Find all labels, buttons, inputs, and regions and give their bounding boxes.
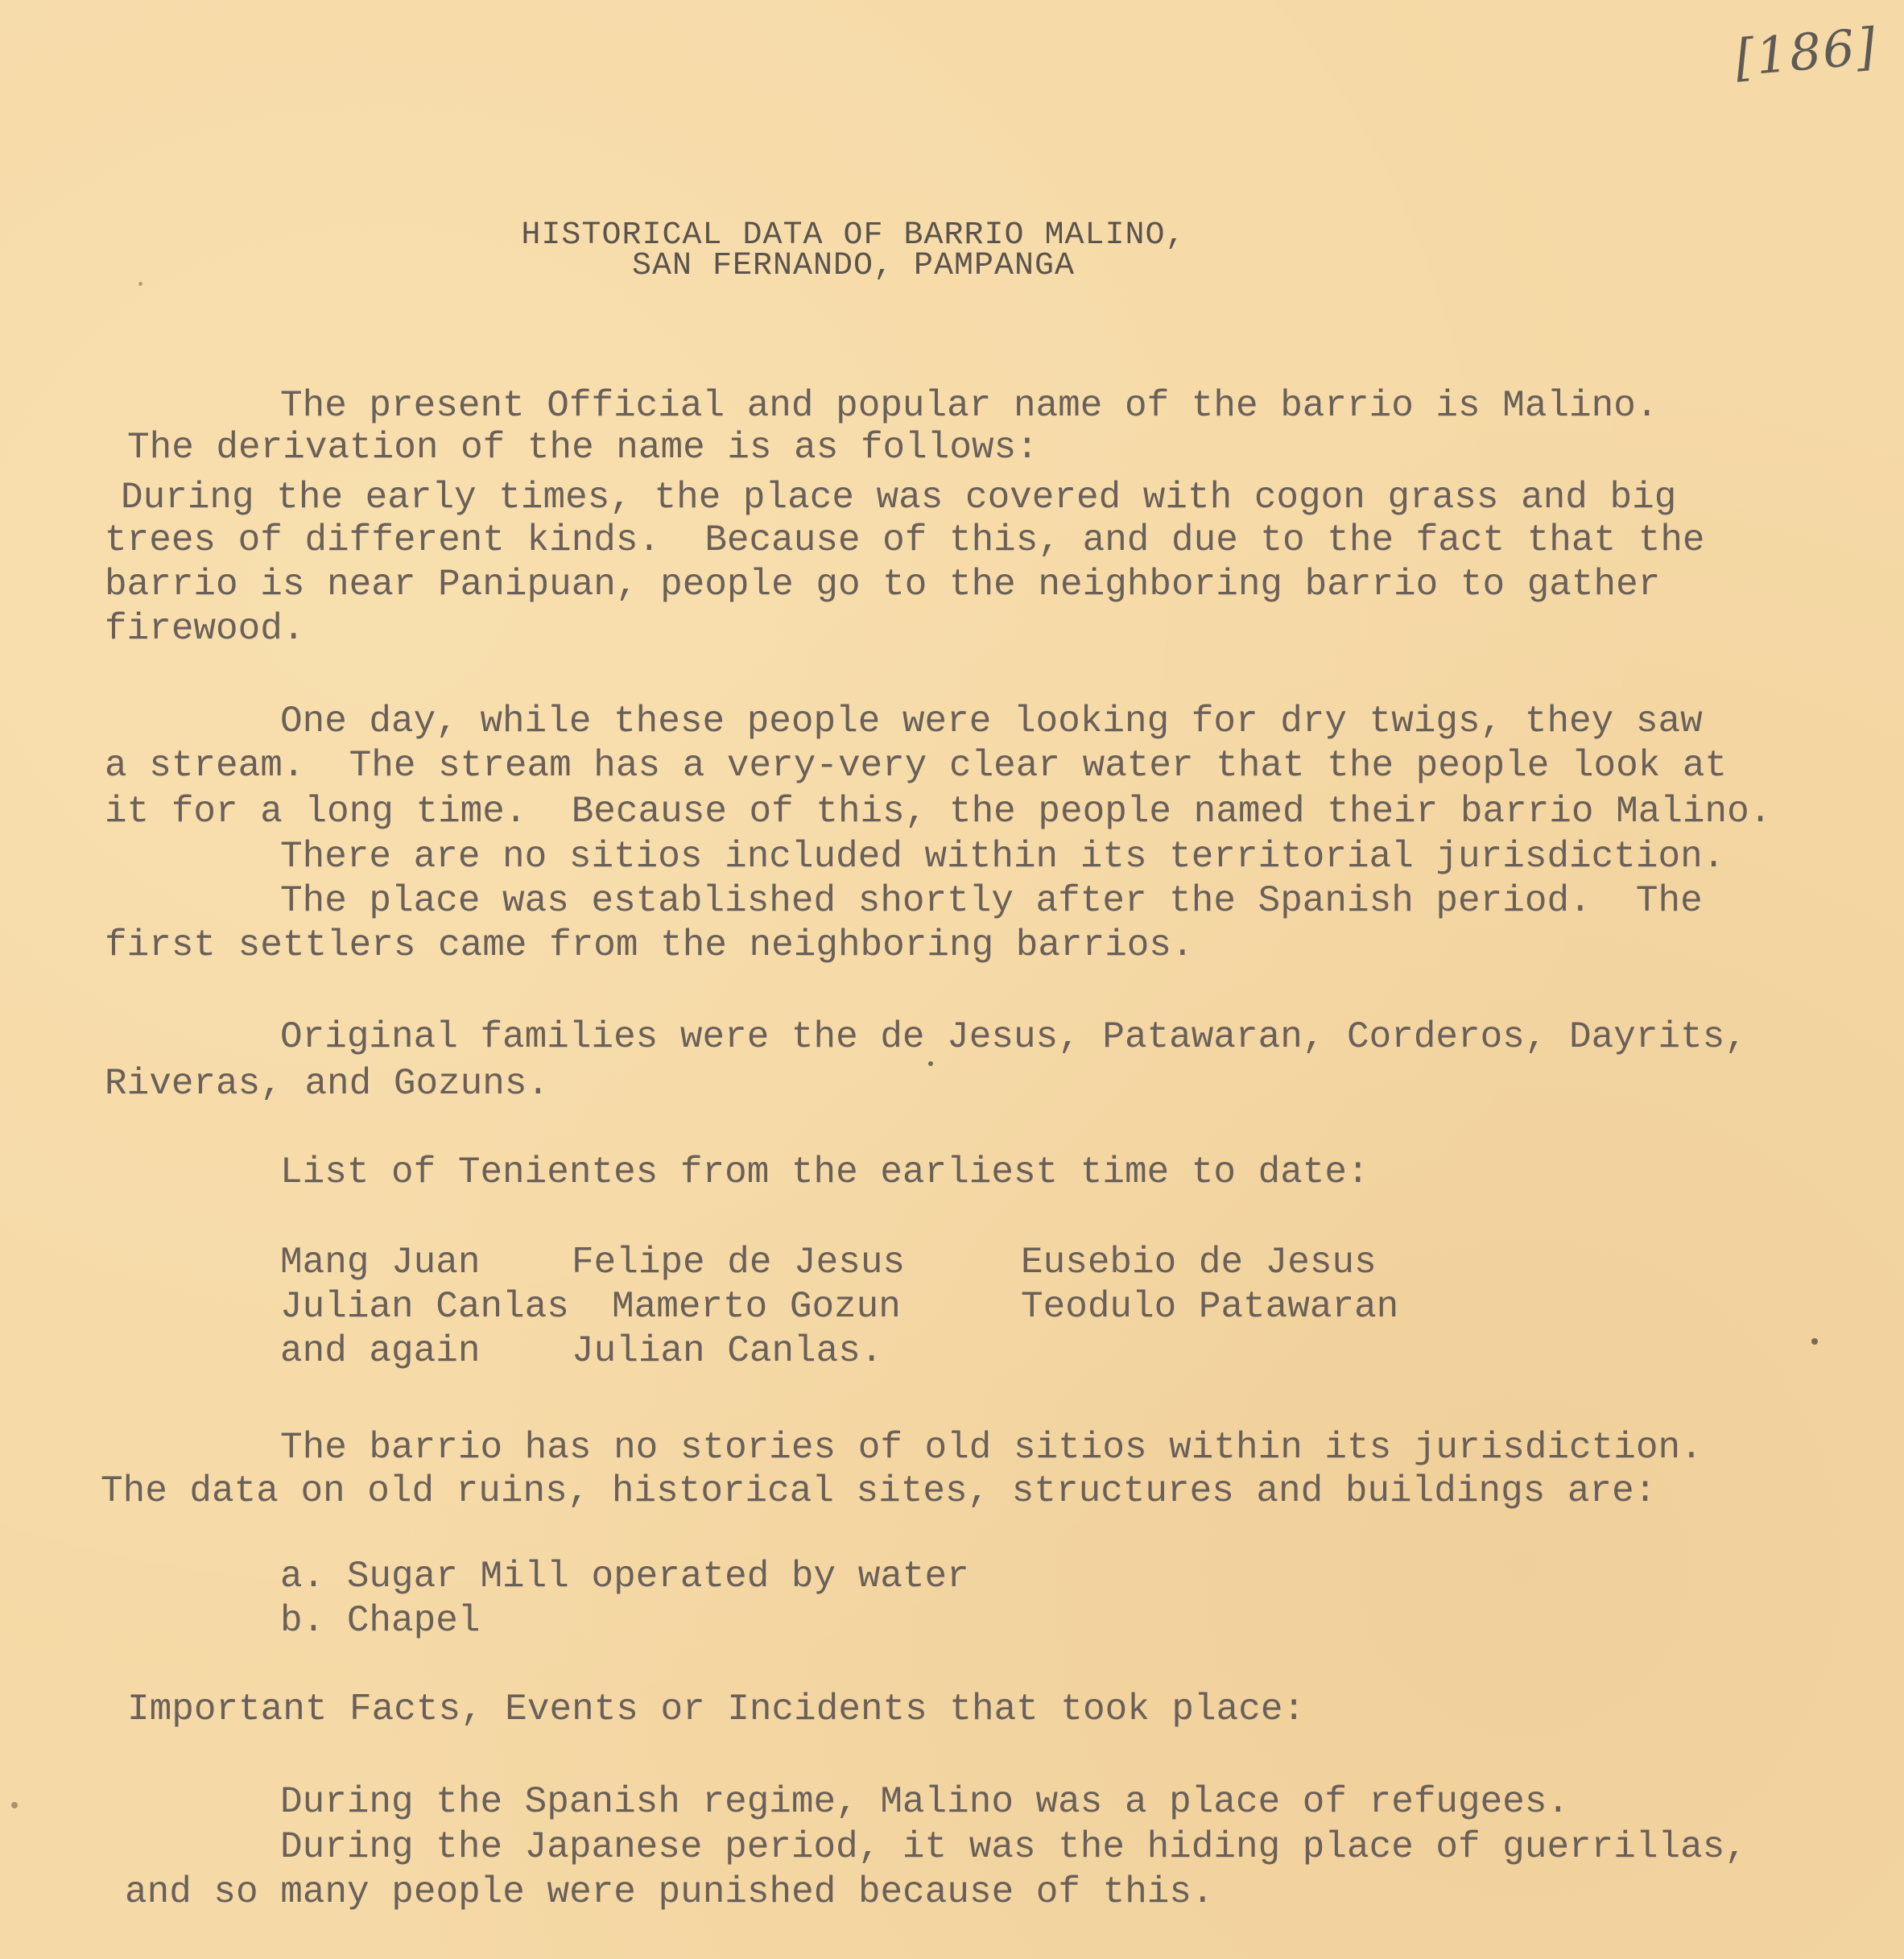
paragraph-1-line-1: The present Official and popular name of the barrio is Malino. <box>280 385 1658 427</box>
title-line-2: SAN FERNANDO, PAMPANGA <box>631 248 1076 284</box>
paragraph-2-line-5: The place was established shortly after the Spanish period. The <box>280 880 1703 922</box>
paragraph-1-line-3: During the early times, the place was covered with cogon grass and big <box>121 477 1677 519</box>
paragraph-2-line-1: One day, while these people were looking for dry twigs, they saw <box>280 701 1703 742</box>
paragraph-2-line-6: first settlers came from the neighboring barrios. <box>105 924 1194 966</box>
paragraph-2-line-4: There are no sitios included within its territorial jurisdiction. <box>280 836 1725 878</box>
paragraph-7-line-3: and so many people were punished because of this. <box>125 1871 1214 1913</box>
paper-speck <box>138 282 142 286</box>
paper-speck <box>928 1061 933 1066</box>
paragraph-2-line-2: a stream. The stream has a very-very clear water that the people look at <box>105 745 1728 787</box>
title-line-1: HISTORICAL DATA OF BARRIO MALINO, <box>521 217 1186 254</box>
paragraph-1-line-4: trees of different kinds. Because of this, and due to the fact that the <box>105 519 1705 561</box>
teniente-name: Felipe de Jesus <box>572 1242 906 1283</box>
paragraph-5-line-2: The data on old ruins, historical sites, structures and buildings are: <box>101 1470 1657 1512</box>
teniente-name: Julian Canlas <box>280 1286 569 1328</box>
teniente-name: Mamerto Gozun <box>612 1286 901 1328</box>
teniente-name: Teodulo Patawaran <box>1021 1286 1399 1328</box>
paragraph-3-line-2: Riveras, and Gozuns. <box>105 1063 550 1105</box>
paragraph-3-line-1: Original families were the de Jesus, Patawaran, Corderos, Dayrits, <box>280 1016 1747 1058</box>
important-facts-heading: Important Facts, Events or Incidents that took place: <box>127 1688 1306 1730</box>
tenientes-heading: List of Tenientes from the earliest time to date: <box>280 1151 1369 1193</box>
paragraph-5-line-1: The barrio has no stories of old sitios within its jurisdiction. <box>280 1427 1703 1469</box>
paragraph-7-line-2: During the Japanese period, it was the hiding place of guerrillas, <box>280 1826 1747 1868</box>
paragraph-2-line-3: it for a long time. Because of this, the people named their barrio Malino. <box>105 791 1772 833</box>
paper-speck <box>11 1802 18 1808</box>
teniente-name: Mang Juan <box>280 1242 481 1283</box>
ruins-item: a. Sugar Mill operated by water <box>280 1556 969 1597</box>
teniente-name: Eusebio de Jesus <box>1021 1242 1377 1283</box>
teniente-name: and again <box>280 1330 481 1372</box>
paragraph-7-line-1: During the Spanish regime, Malino was a place of refugees. <box>280 1781 1570 1823</box>
paragraph-1-line-2: The derivation of the name is as follows: <box>127 427 1039 469</box>
ruins-item: b. Chapel <box>280 1600 481 1642</box>
paragraph-1-line-5: barrio is near Panipuan, people go to the neighboring barrio to gather <box>105 564 1661 605</box>
paper-speck <box>1811 1338 1818 1345</box>
page-number: [186] <box>1733 16 1880 88</box>
teniente-name: Julian Canlas. <box>572 1330 883 1372</box>
paragraph-1-line-6: firewood. <box>105 608 305 650</box>
